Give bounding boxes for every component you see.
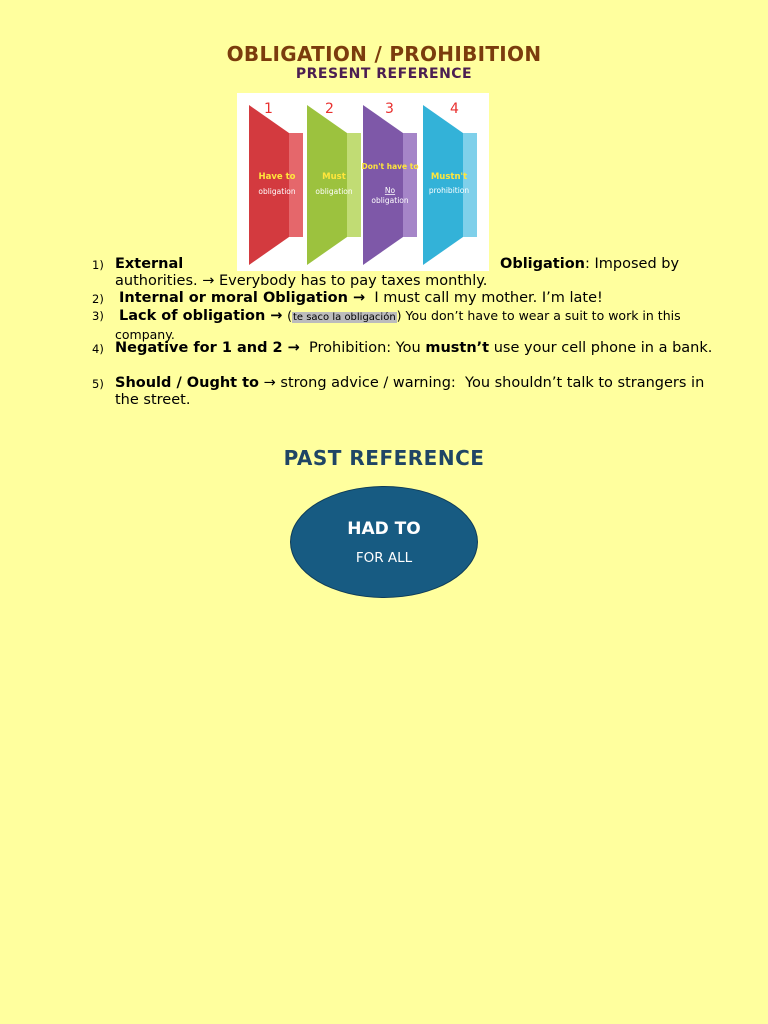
list-item-body [119,290,719,307]
list-item-body [115,375,715,409]
banner-card-2-number: 2 [325,101,334,117]
list-item-number: 4) [92,342,104,356]
list-item-text: You don’t have to wear a suit to work in this [401,308,681,323]
banner-card-1-sub: obligation [258,187,296,196]
list-item-number: 1) [92,258,104,272]
page-title: OBLIGATION / PROHIBITION [226,42,542,66]
list-item-text: : Imposed by [585,256,680,272]
banner-card-1-edge [289,133,303,237]
list-item-text: I must call my mother. I’m late! [365,290,603,306]
modal-verbs-graphic [237,93,489,271]
list-item-text-after: use your cell phone in a bank. [489,340,713,356]
banner-card-4-number: 4 [450,101,459,117]
banner-card-1-heading: Have to [258,172,296,182]
list-item-text: → strong advice / warning: You shouldn’t talk to strangers in [259,375,705,391]
list-item-label: Internal or moral Obligation → [119,290,366,306]
banner-card-2-heading: Must [322,172,346,182]
oval-sub-text: FOR ALL [355,550,413,566]
had-to-oval [290,486,478,598]
list-item-number: 2) [92,292,104,306]
list-item-paren-close: ) [396,308,402,323]
banner-card-2-sub: obligation [315,187,353,196]
oval-main-text: HAD TO [347,519,421,539]
list-item-body [115,307,715,344]
list-item-label-2: Obligation [500,256,585,272]
list-item-label: Lack of obligation → [119,308,283,324]
list-item-label: External [115,256,184,272]
modal-verbs-banner [237,93,489,271]
banner-card-3-edge [403,133,417,237]
list-item-text-before: Prohibition: You [299,340,426,356]
list-item-text-line2: the street. [115,392,191,408]
list-item-label: Negative for 1 and 2 → [115,340,300,356]
banner-card-mustnt [423,101,477,265]
banner-card-3-sub: obligation [371,196,409,205]
list-item-body [115,256,715,290]
section-title-past-reference: PAST REFERENCE [283,446,485,470]
banner-card-4-sub: prohibition [428,186,470,195]
list-item-bold-word: mustn’t [425,340,490,356]
banner-card-1-number: 1 [264,101,273,117]
translation-highlight: te saco la obligación [292,312,396,323]
list-item-label: Should / Ought to [115,375,260,391]
banner-card-must [307,101,361,265]
list-item-text-line2: company. [115,327,175,342]
list-item-body [115,340,715,357]
list-item-number: 3) [92,309,104,323]
banner-card-3-sub-underline: No [384,186,396,195]
list-item-text-line2: authorities. → Everybody has to pay taxes monthly. [115,273,488,289]
banner-card-dont-have-to [362,101,419,265]
banner-card-have-to [249,101,303,265]
list-item-number: 5) [92,377,104,391]
banner-card-3-number: 3 [385,101,394,117]
banner-card-4-edge [463,133,477,237]
list-item-paren-open: ( [287,308,292,323]
list-item-label-continued [500,256,679,273]
banner-card-4-heading: Mustn't [430,172,468,182]
banner-card-3-heading: Don't have to [361,162,419,171]
banner-card-2-edge [347,133,361,237]
page-subtitle: PRESENT REFERENCE [295,66,473,82]
